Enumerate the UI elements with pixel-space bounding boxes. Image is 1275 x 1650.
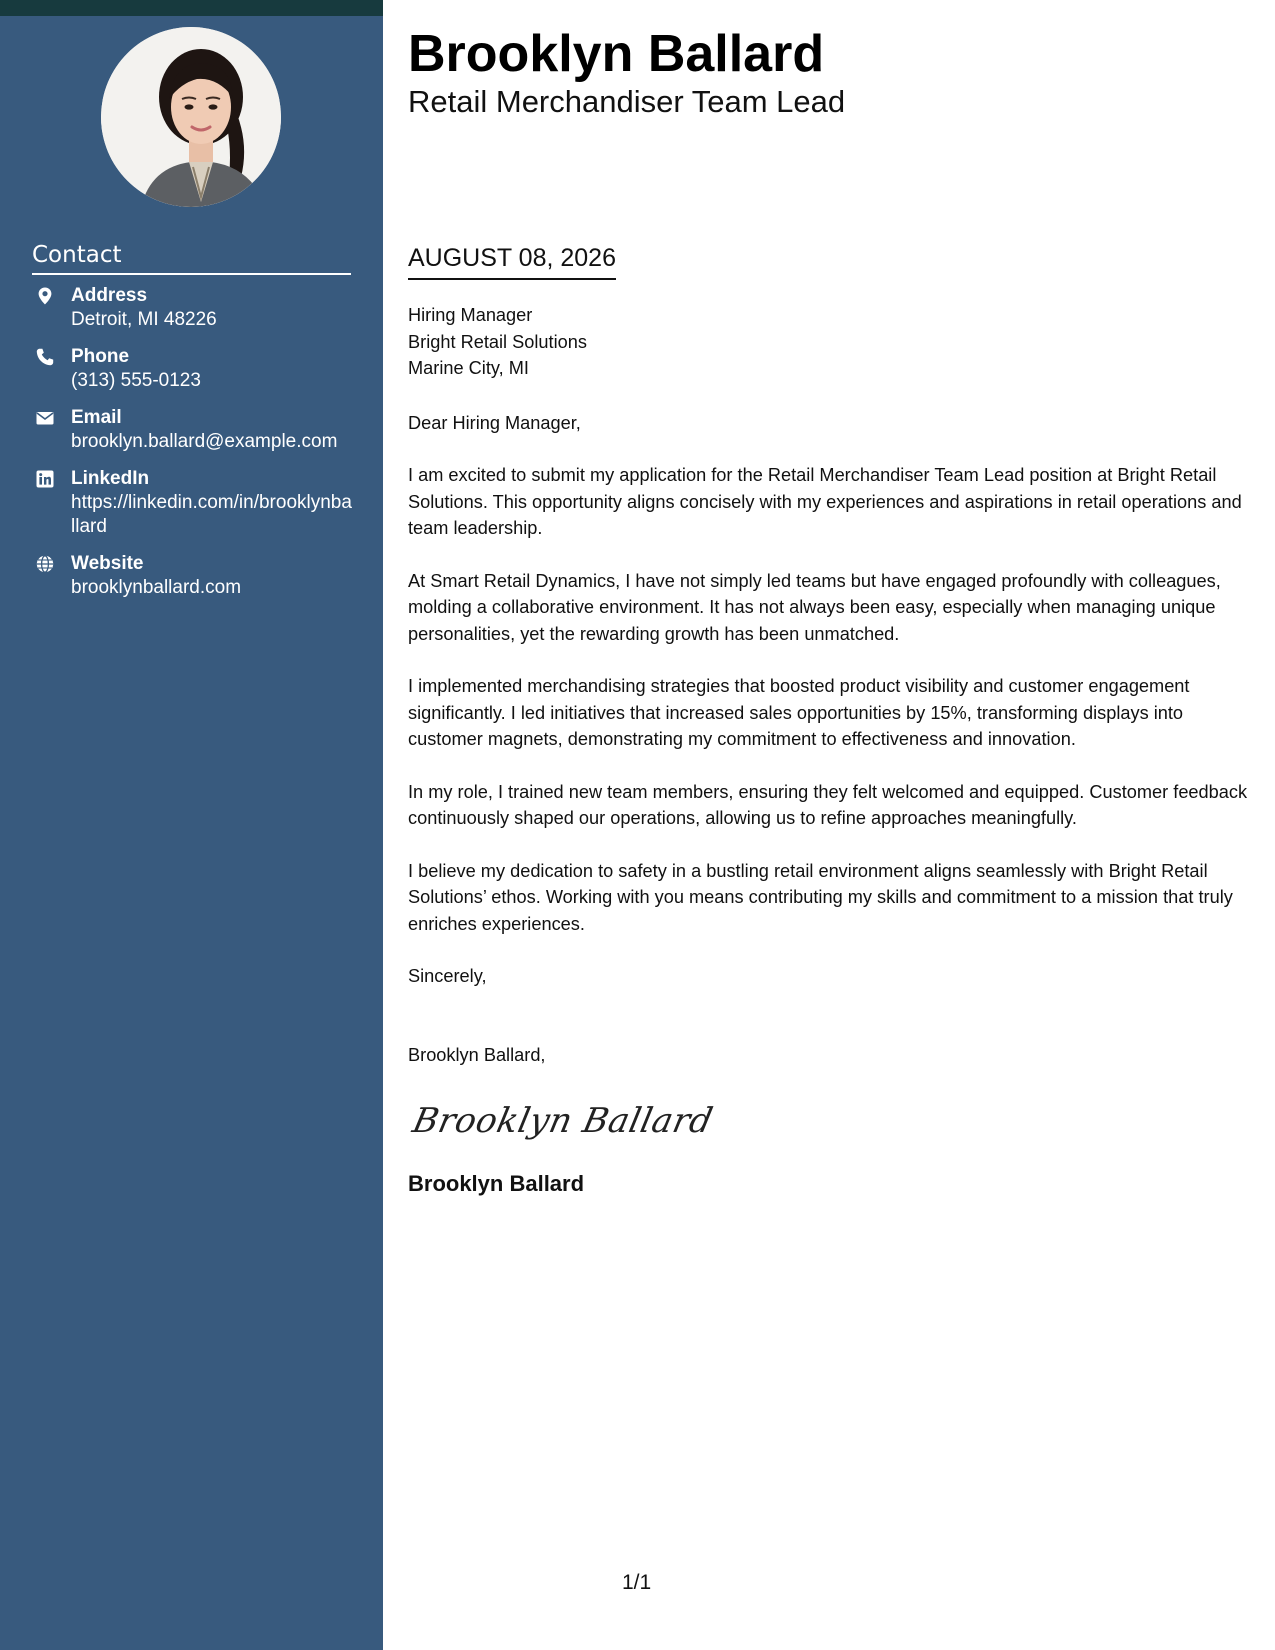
page-number: 1/1: [622, 1571, 652, 1594]
signature: Brooklyn Ballard: [409, 1101, 717, 1141]
address-value: Detroit, MI 48226: [71, 309, 217, 330]
recipient-block: [408, 302, 1253, 382]
letter-body: [408, 302, 1253, 1198]
letter-date: AUGUST 08, 2026: [408, 242, 616, 280]
sidebar: [0, 0, 383, 1650]
salutation: Dear Hiring Manager,: [408, 412, 581, 433]
contact-list: [32, 284, 352, 613]
portrait-image: [101, 27, 281, 207]
contact-item-address: [32, 284, 352, 332]
letter-paragraph: I believe my dedication to safety in a bustling retail environment aligns seamlessly with Bright Retail Solutions’ ethos. Working with you means contributing my skills and commitment to a mission that truly enriches experiences.: [408, 860, 1233, 934]
applicant-name: Brooklyn Ballard: [408, 25, 825, 83]
signed-name: Brooklyn Ballard: [408, 1171, 585, 1196]
closing-name: Brooklyn Ballard,: [408, 1044, 546, 1065]
website-value[interactable]: brooklynballard.com: [71, 577, 242, 598]
phone-value[interactable]: (313) 555-0123: [71, 370, 201, 391]
contact-label: Website: [71, 553, 144, 574]
globe-icon: [36, 555, 54, 573]
contact-label: Phone: [71, 346, 130, 367]
letter-paragraph: I am excited to submit my application for the Retail Merchandiser Team Lead position at Bright Retail Solutions. This opportunity aligns concisely with my experiences and aspirations in retail operations and team leadership.: [408, 465, 1242, 538]
letter-paragraph: I implemented merchandising strategies that boosted product visibility and customer engagement significantly. I led initiatives that increased sales opportunities by 15%, transforming displays into customer magnets, demonstrating my commitment to effectiveness and innovation.: [408, 676, 1190, 749]
email-value[interactable]: brooklyn.ballard@example.com: [71, 431, 338, 452]
contact-label: Email: [71, 407, 122, 428]
contact-item-email: [32, 406, 352, 454]
letter-paragraph: In my role, I trained new team members, ensuring they felt welcomed and equipped. Customer feedback continuously shaped our operations, allowing us to refine approaches meaningfully.: [408, 781, 1248, 828]
letter-paragraph: At Smart Retail Dynamics, I have not simply led teams but have engaged profoundly with colleagues, molding a collaborative environment. It has not always been easy, especially when managing unique personalities, yet the rewarding growth has been unmatched.: [408, 570, 1221, 644]
closing: Sincerely,: [408, 966, 487, 986]
phone-icon: [36, 348, 54, 366]
linkedin-icon: [36, 470, 54, 488]
contact-item-linkedin: [32, 467, 352, 539]
contact-label: LinkedIn: [71, 468, 150, 489]
job-title: Retail Merchandiser Team Lead: [408, 84, 846, 119]
contact-item-website: [32, 552, 352, 600]
linkedin-value[interactable]: https://linkedin.com/in/brooklynballard: [71, 492, 352, 537]
contact-label: Address: [71, 285, 148, 306]
recipient-line: Marine City, MI: [408, 358, 529, 378]
sidebar-top-bar: [0, 0, 383, 16]
profile-photo: [101, 27, 281, 207]
envelope-icon: [36, 409, 54, 427]
recipient-line: Hiring Manager: [408, 305, 533, 325]
contact-item-phone: [32, 345, 352, 393]
location-pin-icon: [36, 287, 54, 305]
recipient-line: Bright Retail Solutions: [408, 331, 587, 352]
contact-heading: Contact: [32, 240, 351, 275]
